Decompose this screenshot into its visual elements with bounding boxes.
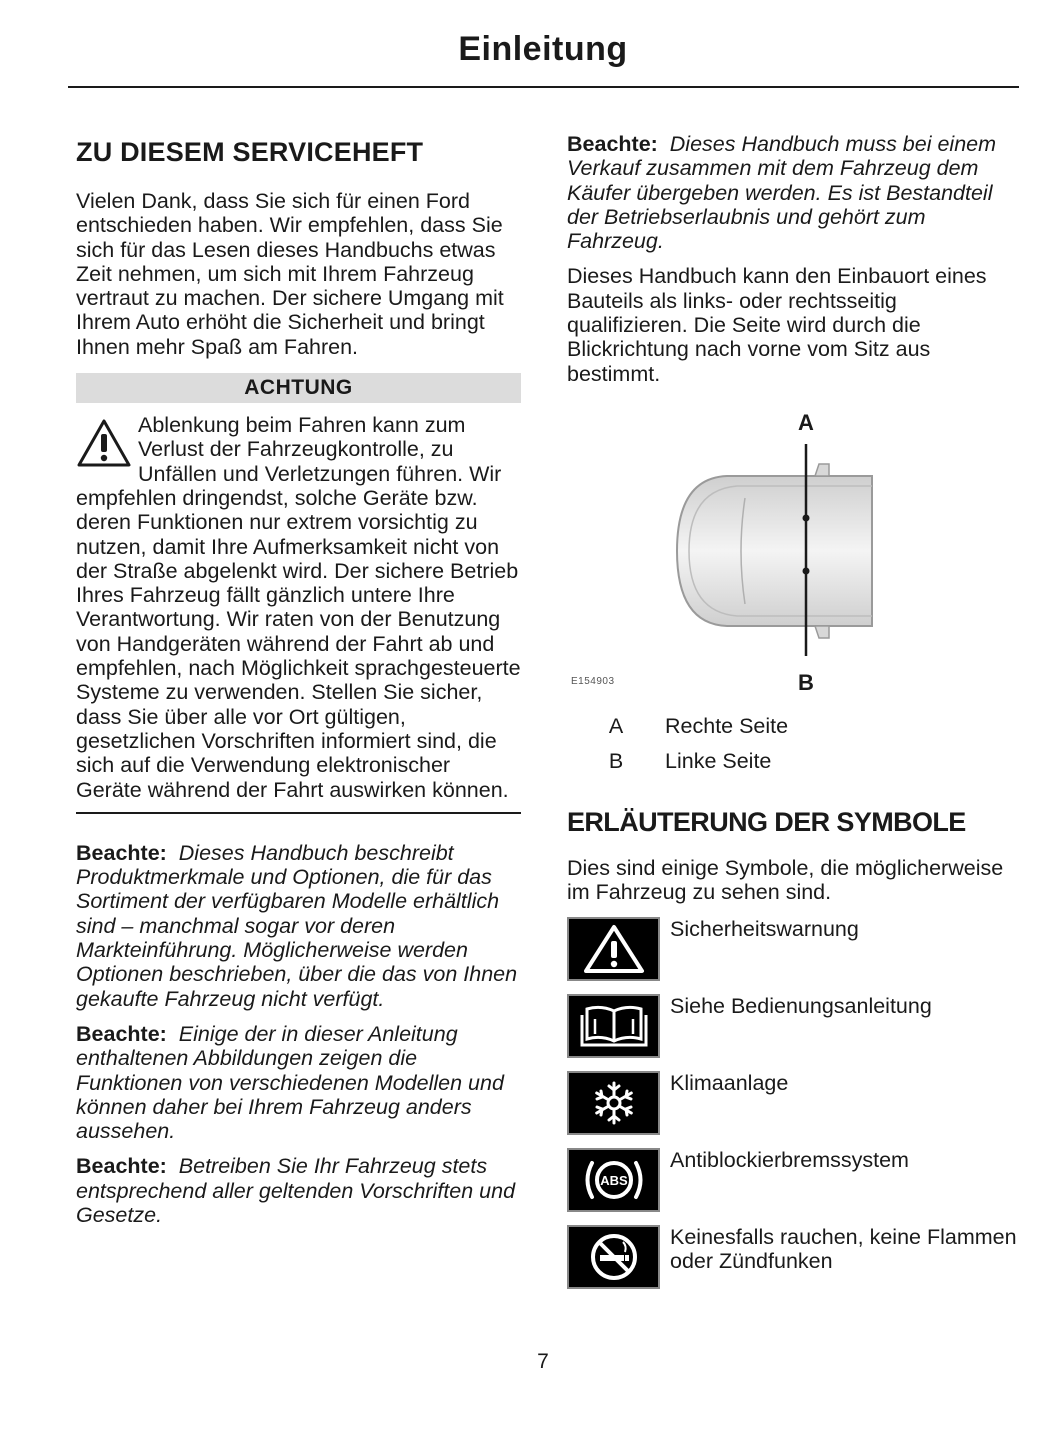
legend-key: A — [608, 713, 624, 738]
figure-label-a: A — [798, 409, 814, 435]
warning-text: Ablenkung beim Fahren kann zum Verlust der Fahrzeugkontrolle, zu Unfällen und Verletzungen führen. Wir empfehlen dringendst, solche Geräte bzw. deren Funktionen nur extrem vorsichtig zu nutzen, damit Ihre Aufmerksamkeit nicht von der Straße abgelenkt wird. Der sichere Betrieb Ihres Fahrzeug fällt gänzlich untere Ihre Verantwortung. Wir raten von der Benutzung von Handgeräten während der Fahrt ab und empfehlen, nach Möglichkeit sprachgesteuerte Systeme zu verwenden. Stellen Sie sicher, dass Sie über alle vor Ort gültigen, gesetzlichen Vorschriften informiert sind, die sich auf die Verwendung elektronischer Geräte während der Fahrt auswirken können. — [76, 413, 521, 802]
legend-row — [567, 714, 1017, 749]
symbol-label: Siehe Bedienungsanleitung — [670, 993, 932, 1018]
no-smoking-icon — [587, 1230, 641, 1284]
abs-badge-text: ABS — [599, 1172, 628, 1188]
symbol-label: Klimaanlage — [670, 1070, 789, 1095]
right-column — [567, 132, 1017, 1302]
note-product-features — [76, 841, 521, 1011]
intro-paragraph: Vielen Dank, dass Sie sich für einen Ford entschieden haben. Wir empfehlen, dass Sie sich für das Lesen dieses Handbuchs etwas Zeit nehmen, um sich mit Ihrem Fahrzeug vertraut zu machen. Der sichere Umgang mit Ihrem Auto erhöht die Sicherheit und bringt Ihnen mehr Spaß am Fahren. — [76, 189, 504, 359]
symbol-box — [567, 917, 660, 981]
section-heading-symbole: ERLÄUTERUNG DER SYMBOLE — [567, 806, 966, 837]
figure-legend — [567, 714, 1017, 784]
orientation-paragraph: Dieses Handbuch kann den Einbauort eines Bauteils als links- oder rechtsseitig qualifizieren. Die Seite wird durch die Blickrichtung nach vorne vom Sitz aus bestimmt. — [567, 264, 987, 386]
left-column — [76, 132, 521, 1227]
warning-triangle-icon — [582, 923, 646, 975]
symbol-label: Antiblockierbremssystem — [670, 1147, 909, 1172]
legend-value: Linke Seite — [665, 748, 772, 773]
warning-box — [76, 373, 521, 814]
symbol-box — [567, 994, 660, 1058]
note-text: Dieses Handbuch muss bei einem Verkauf zusammen mit dem Fahrzeug dem Käufer übergeben werden. Es ist Bestandteil der Betriebserlaubnis und gehört zum Fahrzeug. — [567, 132, 997, 254]
symbol-label: Sicherheitswarnung — [670, 916, 859, 941]
note-label: Beachte: — [76, 1154, 167, 1179]
title-divider — [68, 86, 1019, 88]
note-label: Beachte: — [76, 1021, 167, 1046]
warning-triangle-icon — [76, 417, 132, 469]
symbol-box — [567, 1071, 660, 1135]
symbol-row — [567, 917, 1017, 994]
note-label: Beachte: — [76, 840, 167, 865]
note-regulations — [76, 1154, 521, 1227]
legend-key: B — [608, 748, 624, 773]
note-handover — [567, 132, 1017, 253]
warning-title: ACHTUNG — [76, 373, 521, 403]
car-orientation-figure — [567, 406, 1017, 696]
symbol-row — [567, 994, 1017, 1071]
legend-value: Rechte Seite — [665, 713, 789, 738]
symbol-row — [567, 1071, 1017, 1148]
figure-label-b: B — [798, 669, 814, 695]
symbol-list — [567, 917, 1017, 1302]
note-text: Betreiben Sie Ihr Fahrzeug stets entsprechend aller geltenden Vorschriften und Gesetze. — [76, 1154, 516, 1227]
manual-book-icon — [579, 1001, 649, 1051]
figure-code: E154903 — [571, 675, 615, 687]
note-illustrations — [76, 1022, 521, 1143]
page-title: Einleitung — [458, 30, 628, 68]
note-text: Dieses Handbuch beschreibt Produktmerkmale und Optionen, die für das Sortiment der verfügbaren Modelle erhältlich sind – manchmal sogar vor deren Markteinführung. Möglicherweise werden Optionen beschrieben, über die das von Ihnen gekaufte Fahrzeug nicht verfügt. — [76, 840, 518, 1011]
symbol-row — [567, 1225, 1017, 1302]
note-label: Beachte: — [567, 132, 658, 156]
snowflake-icon — [589, 1078, 639, 1128]
symbols-intro: Dies sind einige Symbole, die möglicherweise im Fahrzeug zu sehen sind. — [567, 855, 1004, 905]
car-top-view-illustration — [567, 406, 1017, 696]
symbol-box — [567, 1225, 660, 1289]
symbol-label: Keinesfalls rauchen, keine Flammen oder Zündfunken — [670, 1224, 1017, 1274]
warning-body — [76, 413, 521, 802]
section-heading-serviceheft: ZU DIESEM SERVICEHEFT — [76, 137, 424, 167]
abs-icon — [579, 1153, 649, 1207]
warning-divider — [76, 812, 521, 814]
note-text: Einige der in dieser Anleitung enthaltenen Abbildungen zeigen die Funktionen von verschiedenen Modellen und können daher bei Ihrem Fahrzeug anders aussehen. — [76, 1021, 504, 1144]
page-number: 7 — [537, 1350, 549, 1373]
symbol-row — [567, 1148, 1017, 1225]
legend-row — [567, 749, 1017, 784]
symbol-box — [567, 1148, 660, 1212]
